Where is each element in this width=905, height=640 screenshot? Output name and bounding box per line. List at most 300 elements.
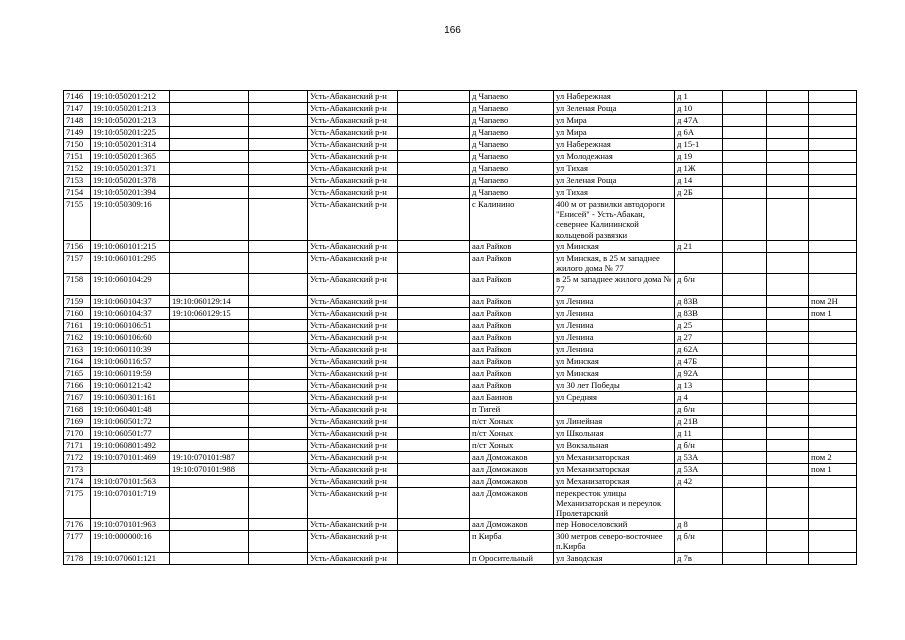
cell-row-number: 7170 bbox=[64, 427, 91, 439]
table-row bbox=[64, 175, 857, 187]
cell-cadastral-number-room bbox=[170, 274, 249, 295]
cell-room-number bbox=[809, 91, 857, 103]
cell-cadastral-number: 19:10:050201:314 bbox=[91, 139, 170, 151]
cell-street: ул 30 лет Победы bbox=[554, 379, 675, 391]
cell-district: Усть-Абаканский р-н bbox=[308, 151, 398, 163]
cell-room-number bbox=[809, 415, 857, 427]
cell-empty-col-d bbox=[767, 379, 809, 391]
cell-district: Усть-Абаканский р-н bbox=[308, 531, 398, 552]
cell-empty-col-b bbox=[398, 151, 470, 163]
cell-empty-col-c bbox=[723, 475, 767, 487]
cell-settlement: д Чапаево bbox=[470, 127, 554, 139]
cell-street: пер Новоселовский bbox=[554, 519, 675, 531]
table-row bbox=[64, 139, 857, 151]
cell-empty-col-d bbox=[767, 103, 809, 115]
cell-district: Усть-Абаканский р-н bbox=[308, 175, 398, 187]
cell-empty-col-d bbox=[767, 127, 809, 139]
table-row bbox=[64, 367, 857, 379]
table-row bbox=[64, 391, 857, 403]
cell-row-number: 7150 bbox=[64, 139, 91, 151]
cell-room-number bbox=[809, 163, 857, 175]
cell-house-number: д 1 bbox=[675, 91, 723, 103]
table-row bbox=[64, 463, 857, 475]
cell-empty-col-b bbox=[398, 307, 470, 319]
cell-row-number: 7176 bbox=[64, 519, 91, 531]
cell-empty-col-b bbox=[398, 427, 470, 439]
cell-settlement: аал Райков bbox=[470, 240, 554, 252]
cell-house-number: д 27 bbox=[675, 331, 723, 343]
cell-cadastral-number: 19:10:070101:563 bbox=[91, 475, 170, 487]
cell-street: ул Ленина bbox=[554, 343, 675, 355]
cell-room-number: пом 1 bbox=[809, 463, 857, 475]
cell-row-number: 7171 bbox=[64, 439, 91, 451]
cell-street: ул Тихая bbox=[554, 163, 675, 175]
cell-row-number: 7174 bbox=[64, 475, 91, 487]
cell-empty-col-c bbox=[723, 531, 767, 552]
cell-room-number bbox=[809, 355, 857, 367]
cell-room-number bbox=[809, 187, 857, 199]
cell-row-number: 7149 bbox=[64, 127, 91, 139]
cell-cadastral-number-room bbox=[170, 91, 249, 103]
cell-district: Усть-Абаканский р-н bbox=[308, 103, 398, 115]
cell-district: Усть-Абаканский р-н bbox=[308, 295, 398, 307]
cell-empty-col-d bbox=[767, 439, 809, 451]
cell-empty-col-d bbox=[767, 427, 809, 439]
cell-cadastral-number-room bbox=[170, 415, 249, 427]
cell-cadastral-number-room bbox=[170, 531, 249, 552]
cell-street: ул Ленина bbox=[554, 295, 675, 307]
cell-house-number: д 42 bbox=[675, 475, 723, 487]
cell-empty-col-b bbox=[398, 379, 470, 391]
cell-street: ул Зеленая Роща bbox=[554, 175, 675, 187]
cell-cadastral-number-room bbox=[170, 355, 249, 367]
cell-room-number bbox=[809, 319, 857, 331]
cell-empty-col-a bbox=[249, 307, 308, 319]
cell-street: ул Ленина bbox=[554, 307, 675, 319]
cell-cadastral-number-room bbox=[170, 240, 249, 252]
cell-empty-col-a bbox=[249, 274, 308, 295]
cell-street bbox=[554, 403, 675, 415]
cell-cadastral-number: 19:10:060106:51 bbox=[91, 319, 170, 331]
cell-room-number bbox=[809, 531, 857, 552]
registry-table-body bbox=[64, 91, 857, 565]
cell-empty-col-b bbox=[398, 91, 470, 103]
cell-room-number bbox=[809, 115, 857, 127]
cell-empty-col-a bbox=[249, 187, 308, 199]
cell-house-number: д 4 bbox=[675, 391, 723, 403]
cell-empty-col-c bbox=[723, 240, 767, 252]
cell-row-number: 7173 bbox=[64, 463, 91, 475]
cell-row-number: 7160 bbox=[64, 307, 91, 319]
cell-district: Усть-Абаканский р-н bbox=[308, 552, 398, 564]
cell-empty-col-a bbox=[249, 91, 308, 103]
cell-house-number: д б/н bbox=[675, 439, 723, 451]
cell-cadastral-number: 19:10:050201:378 bbox=[91, 175, 170, 187]
cell-room-number bbox=[809, 379, 857, 391]
cell-cadastral-number-room bbox=[170, 127, 249, 139]
cell-empty-col-c bbox=[723, 163, 767, 175]
cell-cadastral-number-room bbox=[170, 487, 249, 519]
cell-district: Усть-Абаканский р-н bbox=[308, 355, 398, 367]
cell-house-number: д 1Ж bbox=[675, 163, 723, 175]
cell-empty-col-c bbox=[723, 91, 767, 103]
cell-house-number bbox=[675, 252, 723, 273]
cell-street: ул Ленина bbox=[554, 319, 675, 331]
cell-room-number bbox=[809, 367, 857, 379]
cell-cadastral-number-room bbox=[170, 139, 249, 151]
cell-house-number: д 13 bbox=[675, 379, 723, 391]
cell-settlement: д Чапаево bbox=[470, 163, 554, 175]
cell-settlement: аал Райков bbox=[470, 252, 554, 273]
cell-row-number: 7158 bbox=[64, 274, 91, 295]
cell-street: в 25 м западнее жилого дома № 77 bbox=[554, 274, 675, 295]
table-row bbox=[64, 487, 857, 519]
cell-cadastral-number: 19:10:060501:72 bbox=[91, 415, 170, 427]
cell-cadastral-number: 19:10:060104:37 bbox=[91, 295, 170, 307]
cell-cadastral-number-room bbox=[170, 103, 249, 115]
cell-street: ул Заводская bbox=[554, 552, 675, 564]
table-row bbox=[64, 295, 857, 307]
cell-street: ул Вокзальная bbox=[554, 439, 675, 451]
cell-empty-col-d bbox=[767, 415, 809, 427]
cell-row-number: 7178 bbox=[64, 552, 91, 564]
cell-house-number: д 2Б bbox=[675, 187, 723, 199]
cell-cadastral-number: 19:10:060104:29 bbox=[91, 274, 170, 295]
cell-district: Усть-Абаканский р-н bbox=[308, 475, 398, 487]
cell-empty-col-c bbox=[723, 151, 767, 163]
cell-empty-col-a bbox=[249, 295, 308, 307]
cell-row-number: 7155 bbox=[64, 199, 91, 241]
cell-house-number: д 53А bbox=[675, 463, 723, 475]
cell-cadastral-number-room bbox=[170, 552, 249, 564]
cell-empty-col-c bbox=[723, 187, 767, 199]
cell-settlement: п Кирба bbox=[470, 531, 554, 552]
cell-empty-col-a bbox=[249, 391, 308, 403]
cell-settlement: аал Доможаков bbox=[470, 519, 554, 531]
cell-house-number: д 53А bbox=[675, 451, 723, 463]
cell-house-number: д 21 bbox=[675, 240, 723, 252]
cell-empty-col-b bbox=[398, 163, 470, 175]
cell-cadastral-number-room: 19:10:070101:987 bbox=[170, 451, 249, 463]
cell-empty-col-a bbox=[249, 343, 308, 355]
cell-cadastral-number: 19:10:060121:42 bbox=[91, 379, 170, 391]
cell-room-number bbox=[809, 427, 857, 439]
cell-empty-col-d bbox=[767, 307, 809, 319]
cell-empty-col-c bbox=[723, 139, 767, 151]
cell-street: ул Минская bbox=[554, 240, 675, 252]
cell-cadastral-number-room bbox=[170, 331, 249, 343]
cell-street: ул Ленина bbox=[554, 331, 675, 343]
cell-empty-col-b bbox=[398, 519, 470, 531]
cell-empty-col-d bbox=[767, 91, 809, 103]
cell-district: Усть-Абаканский р-н bbox=[308, 439, 398, 451]
cell-street: 300 метров северо-восточнее п.Кирба bbox=[554, 531, 675, 552]
table-row bbox=[64, 415, 857, 427]
cell-street: ул Школьная bbox=[554, 427, 675, 439]
cell-room-number bbox=[809, 331, 857, 343]
cell-district: Усть-Абаканский р-н bbox=[308, 451, 398, 463]
cell-settlement: д Чапаево bbox=[470, 115, 554, 127]
cell-empty-col-c bbox=[723, 355, 767, 367]
table-row bbox=[64, 355, 857, 367]
cell-district: Усть-Абаканский р-н bbox=[308, 319, 398, 331]
cell-row-number: 7159 bbox=[64, 295, 91, 307]
cell-house-number: д 11 bbox=[675, 427, 723, 439]
cell-empty-col-b bbox=[398, 103, 470, 115]
cell-cadastral-number: 19:10:060101:295 bbox=[91, 252, 170, 273]
cell-district: Усть-Абаканский р-н bbox=[308, 415, 398, 427]
cell-row-number: 7157 bbox=[64, 252, 91, 273]
cell-empty-col-a bbox=[249, 199, 308, 241]
cell-empty-col-c bbox=[723, 175, 767, 187]
cell-empty-col-a bbox=[249, 175, 308, 187]
cell-empty-col-c bbox=[723, 295, 767, 307]
cell-row-number: 7177 bbox=[64, 531, 91, 552]
cell-empty-col-a bbox=[249, 427, 308, 439]
cell-empty-col-d bbox=[767, 403, 809, 415]
cell-cadastral-number: 19:10:000000:16 bbox=[91, 531, 170, 552]
cell-empty-col-c bbox=[723, 127, 767, 139]
cell-district: Усть-Абаканский р-н bbox=[308, 199, 398, 241]
cell-house-number: д 25 bbox=[675, 319, 723, 331]
cell-cadastral-number-room: 19:10:070101:988 bbox=[170, 463, 249, 475]
cell-empty-col-b bbox=[398, 475, 470, 487]
cell-house-number: д 8 bbox=[675, 519, 723, 531]
cell-room-number bbox=[809, 403, 857, 415]
cell-cadastral-number-room bbox=[170, 163, 249, 175]
cell-empty-col-c bbox=[723, 367, 767, 379]
cell-cadastral-number: 19:10:060104:37 bbox=[91, 307, 170, 319]
cell-street: ул Механизаторская bbox=[554, 463, 675, 475]
cell-empty-col-c bbox=[723, 319, 767, 331]
cell-empty-col-d bbox=[767, 519, 809, 531]
cell-empty-col-a bbox=[249, 319, 308, 331]
cell-settlement: п/ст Хоных bbox=[470, 427, 554, 439]
cell-room-number bbox=[809, 391, 857, 403]
cell-settlement: п Тигей bbox=[470, 403, 554, 415]
cell-room-number bbox=[809, 151, 857, 163]
cell-cadastral-number: 19:10:070101:719 bbox=[91, 487, 170, 519]
cell-empty-col-a bbox=[249, 240, 308, 252]
cell-room-number bbox=[809, 127, 857, 139]
cell-street: 400 м от развилки автодороги "Енисей" - Усть-Абакан, севернее Калининской кольцевой развязки bbox=[554, 199, 675, 241]
cell-street: ул Молодежная bbox=[554, 151, 675, 163]
cell-empty-col-d bbox=[767, 391, 809, 403]
cell-street: ул Набережная bbox=[554, 139, 675, 151]
page-number: 166 bbox=[444, 25, 461, 36]
cell-house-number bbox=[675, 487, 723, 519]
cell-cadastral-number: 19:10:050201:225 bbox=[91, 127, 170, 139]
cell-empty-col-d bbox=[767, 463, 809, 475]
cell-empty-col-a bbox=[249, 379, 308, 391]
cell-empty-col-c bbox=[723, 379, 767, 391]
table-row bbox=[64, 379, 857, 391]
table-row bbox=[64, 151, 857, 163]
cell-row-number: 7152 bbox=[64, 163, 91, 175]
cell-house-number: д 83В bbox=[675, 295, 723, 307]
cell-empty-col-a bbox=[249, 487, 308, 519]
cell-empty-col-b bbox=[398, 115, 470, 127]
cell-empty-col-d bbox=[767, 451, 809, 463]
cell-street: ул Зеленая Роща bbox=[554, 103, 675, 115]
cell-room-number bbox=[809, 175, 857, 187]
cell-district: Усть-Абаканский р-н bbox=[308, 274, 398, 295]
cell-settlement: п/ст Хоных bbox=[470, 415, 554, 427]
cell-empty-col-b bbox=[398, 487, 470, 519]
cell-empty-col-b bbox=[398, 531, 470, 552]
cell-empty-col-a bbox=[249, 552, 308, 564]
cell-row-number: 7156 bbox=[64, 240, 91, 252]
cell-district: Усть-Абаканский р-н bbox=[308, 427, 398, 439]
cell-house-number: д 83В bbox=[675, 307, 723, 319]
cell-cadastral-number-room bbox=[170, 199, 249, 241]
cell-cadastral-number: 19:10:050201:394 bbox=[91, 187, 170, 199]
cell-district: Усть-Абаканский р-н bbox=[308, 343, 398, 355]
cell-settlement: д Чапаево bbox=[470, 91, 554, 103]
cell-empty-col-a bbox=[249, 475, 308, 487]
cell-settlement: аал Баинов bbox=[470, 391, 554, 403]
cell-row-number: 7165 bbox=[64, 367, 91, 379]
table-row bbox=[64, 331, 857, 343]
table-row bbox=[64, 163, 857, 175]
cell-empty-col-a bbox=[249, 139, 308, 151]
cell-district: Усть-Абаканский р-н bbox=[308, 367, 398, 379]
cell-room-number bbox=[809, 240, 857, 252]
cell-cadastral-number: 19:10:060110:39 bbox=[91, 343, 170, 355]
cell-house-number: д 14 bbox=[675, 175, 723, 187]
cell-empty-col-a bbox=[249, 451, 308, 463]
cell-cadastral-number-room bbox=[170, 475, 249, 487]
cell-cadastral-number-room bbox=[170, 403, 249, 415]
cell-house-number: д 21В bbox=[675, 415, 723, 427]
cell-empty-col-b bbox=[398, 139, 470, 151]
cell-empty-col-a bbox=[249, 415, 308, 427]
table-row bbox=[64, 187, 857, 199]
cell-cadastral-number: 19:10:060116:57 bbox=[91, 355, 170, 367]
cell-empty-col-b bbox=[398, 240, 470, 252]
cell-empty-col-c bbox=[723, 391, 767, 403]
cell-empty-col-c bbox=[723, 463, 767, 475]
cell-row-number: 7175 bbox=[64, 487, 91, 519]
cell-row-number: 7146 bbox=[64, 91, 91, 103]
cell-empty-col-b bbox=[398, 355, 470, 367]
table-row bbox=[64, 403, 857, 415]
cell-street: ул Мира bbox=[554, 127, 675, 139]
cell-row-number: 7151 bbox=[64, 151, 91, 163]
table-row bbox=[64, 252, 857, 273]
cell-empty-col-c bbox=[723, 487, 767, 519]
cell-cadastral-number: 19:10:060801:492 bbox=[91, 439, 170, 451]
cell-room-number: пом 2Н bbox=[809, 295, 857, 307]
cell-settlement: с Калинино bbox=[470, 199, 554, 241]
cell-district: Усть-Абаканский р-н bbox=[308, 139, 398, 151]
cell-cadastral-number-room bbox=[170, 252, 249, 273]
cell-district: Усть-Абаканский р-н bbox=[308, 163, 398, 175]
cell-street: ул Механизаторская bbox=[554, 475, 675, 487]
cell-district: Усть-Абаканский р-н bbox=[308, 487, 398, 519]
cell-street: ул Средняя bbox=[554, 391, 675, 403]
cell-cadastral-number-room: 19:10:060129:15 bbox=[170, 307, 249, 319]
cell-settlement: аал Райков bbox=[470, 307, 554, 319]
cell-row-number: 7153 bbox=[64, 175, 91, 187]
cell-empty-col-d bbox=[767, 475, 809, 487]
cell-street: ул Минская, в 25 м западнее жилого дома № 77 bbox=[554, 252, 675, 273]
cell-settlement: аал Райков bbox=[470, 319, 554, 331]
cell-settlement: аал Райков bbox=[470, 274, 554, 295]
cell-row-number: 7169 bbox=[64, 415, 91, 427]
table-row bbox=[64, 91, 857, 103]
cell-cadastral-number: 19:10:060101:215 bbox=[91, 240, 170, 252]
cell-district: Усть-Абаканский р-н bbox=[308, 391, 398, 403]
cell-cadastral-number-room bbox=[170, 151, 249, 163]
cell-house-number: д 47А bbox=[675, 115, 723, 127]
cell-settlement: д Чапаево bbox=[470, 103, 554, 115]
table-row bbox=[64, 307, 857, 319]
table-row bbox=[64, 552, 857, 564]
table-row bbox=[64, 103, 857, 115]
cell-empty-col-b bbox=[398, 295, 470, 307]
cell-settlement: аал Райков bbox=[470, 343, 554, 355]
cell-room-number bbox=[809, 252, 857, 273]
cell-empty-col-d bbox=[767, 355, 809, 367]
table-row bbox=[64, 319, 857, 331]
cell-house-number: д 10 bbox=[675, 103, 723, 115]
cell-empty-col-c bbox=[723, 252, 767, 273]
cell-street: ул Минская bbox=[554, 355, 675, 367]
cell-empty-col-b bbox=[398, 451, 470, 463]
cell-empty-col-c bbox=[723, 199, 767, 241]
cell-settlement: д Чапаево bbox=[470, 175, 554, 187]
cell-cadastral-number: 19:10:050201:371 bbox=[91, 163, 170, 175]
cell-district: Усть-Абаканский р-н bbox=[308, 463, 398, 475]
cell-settlement: д Чапаево bbox=[470, 151, 554, 163]
cell-empty-col-b bbox=[398, 343, 470, 355]
cell-row-number: 7147 bbox=[64, 103, 91, 115]
cell-empty-col-a bbox=[249, 151, 308, 163]
cell-cadastral-number: 19:10:070101:963 bbox=[91, 519, 170, 531]
cell-street: ул Мира bbox=[554, 115, 675, 127]
cell-room-number bbox=[809, 103, 857, 115]
cell-empty-col-a bbox=[249, 355, 308, 367]
cell-cadastral-number: 19:10:050201:213 bbox=[91, 103, 170, 115]
table-row bbox=[64, 519, 857, 531]
cell-empty-col-b bbox=[398, 415, 470, 427]
cell-district: Усть-Абаканский р-н bbox=[308, 252, 398, 273]
cell-empty-col-b bbox=[398, 463, 470, 475]
cell-empty-col-b bbox=[398, 552, 470, 564]
cell-empty-col-a bbox=[249, 163, 308, 175]
cell-house-number: д 15-1 bbox=[675, 139, 723, 151]
cell-district: Усть-Абаканский р-н bbox=[308, 187, 398, 199]
cell-row-number: 7168 bbox=[64, 403, 91, 415]
cell-settlement: д Чапаево bbox=[470, 139, 554, 151]
cell-empty-col-b bbox=[398, 175, 470, 187]
cell-cadastral-number-room bbox=[170, 367, 249, 379]
cell-cadastral-number: 19:10:050309:16 bbox=[91, 199, 170, 241]
cell-street: ул Набережная bbox=[554, 91, 675, 103]
cell-cadastral-number: 19:10:070601:121 bbox=[91, 552, 170, 564]
cell-settlement: д Чапаево bbox=[470, 187, 554, 199]
table-row bbox=[64, 274, 857, 295]
cell-house-number: д 92А bbox=[675, 367, 723, 379]
cell-empty-col-c bbox=[723, 552, 767, 564]
cell-room-number bbox=[809, 199, 857, 241]
cell-cadastral-number-room bbox=[170, 175, 249, 187]
cell-street: ул Минская bbox=[554, 367, 675, 379]
cell-cadastral-number: 19:10:060301:161 bbox=[91, 391, 170, 403]
cell-cadastral-number-room bbox=[170, 519, 249, 531]
cell-empty-col-a bbox=[249, 403, 308, 415]
